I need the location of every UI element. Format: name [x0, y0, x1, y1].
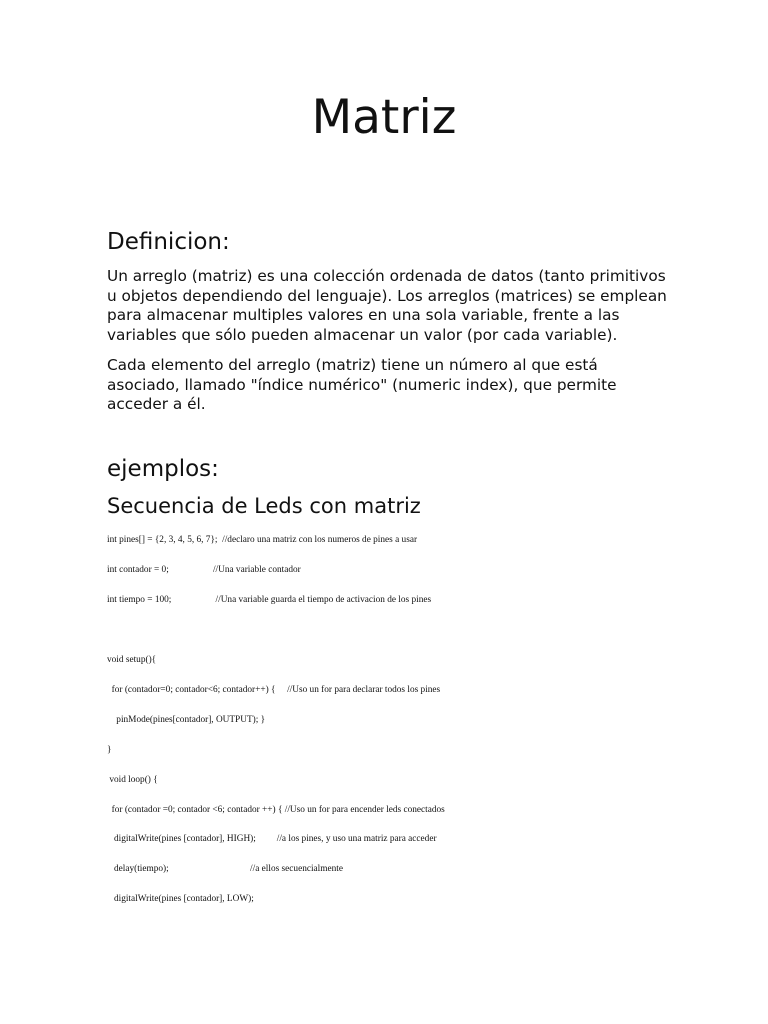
page-title: Matriz	[311, 90, 457, 145]
code-line: int contador = 0; //Una variable contador	[107, 565, 301, 575]
definition-paragraph-1: Un arreglo (matriz) es una colección ordenada de datos (tanto primitivos u objetos dependiendo del lenguaje). Los arreglos (matrices) se emplean para almacenar multiples valores en una sola variable, frente a las variables que sólo pueden almacenar un valor (por cada variable).	[107, 267, 667, 344]
code-line: }	[107, 745, 112, 755]
examples-subheading: Secuencia de Leds con matriz	[107, 494, 421, 518]
code-line: pinMode(pines[contador], OUTPUT); }	[107, 715, 266, 725]
code-line: void setup(){	[107, 655, 157, 665]
code-line: digitalWrite(pines [contador], HIGH); //a los pines, y uso una matriz para acceder	[107, 834, 437, 844]
code-line: void loop() {	[107, 775, 158, 785]
code-line: delay(tiempo); //a ellos secuencialmente	[107, 864, 343, 874]
code-line: int tiempo = 100; //Una variable guarda el tiempo de activacion de los pines	[107, 595, 432, 605]
code-line: for (contador =0; contador <6; contador ++) { //Uso un for para encender leds conectados	[107, 805, 445, 815]
definition-heading: Definicion:	[107, 229, 230, 255]
code-line: int pines[] = {2, 3, 4, 5, 6, 7}; //declaro una matriz con los numeros de pines a usar	[107, 535, 418, 545]
code-line: for (contador=0; contador<6; contador++) { //Uso un for para declarar todos los pines	[107, 685, 441, 695]
code-line: digitalWrite(pines [contador], LOW);	[107, 894, 254, 904]
examples-heading: ejemplos:	[107, 456, 219, 482]
definition-paragraph-2: Cada elemento del arreglo (matriz) tiene un número al que está asociado, llamado "índice numérico" (numeric index), que permite acceder a él.	[107, 356, 617, 414]
